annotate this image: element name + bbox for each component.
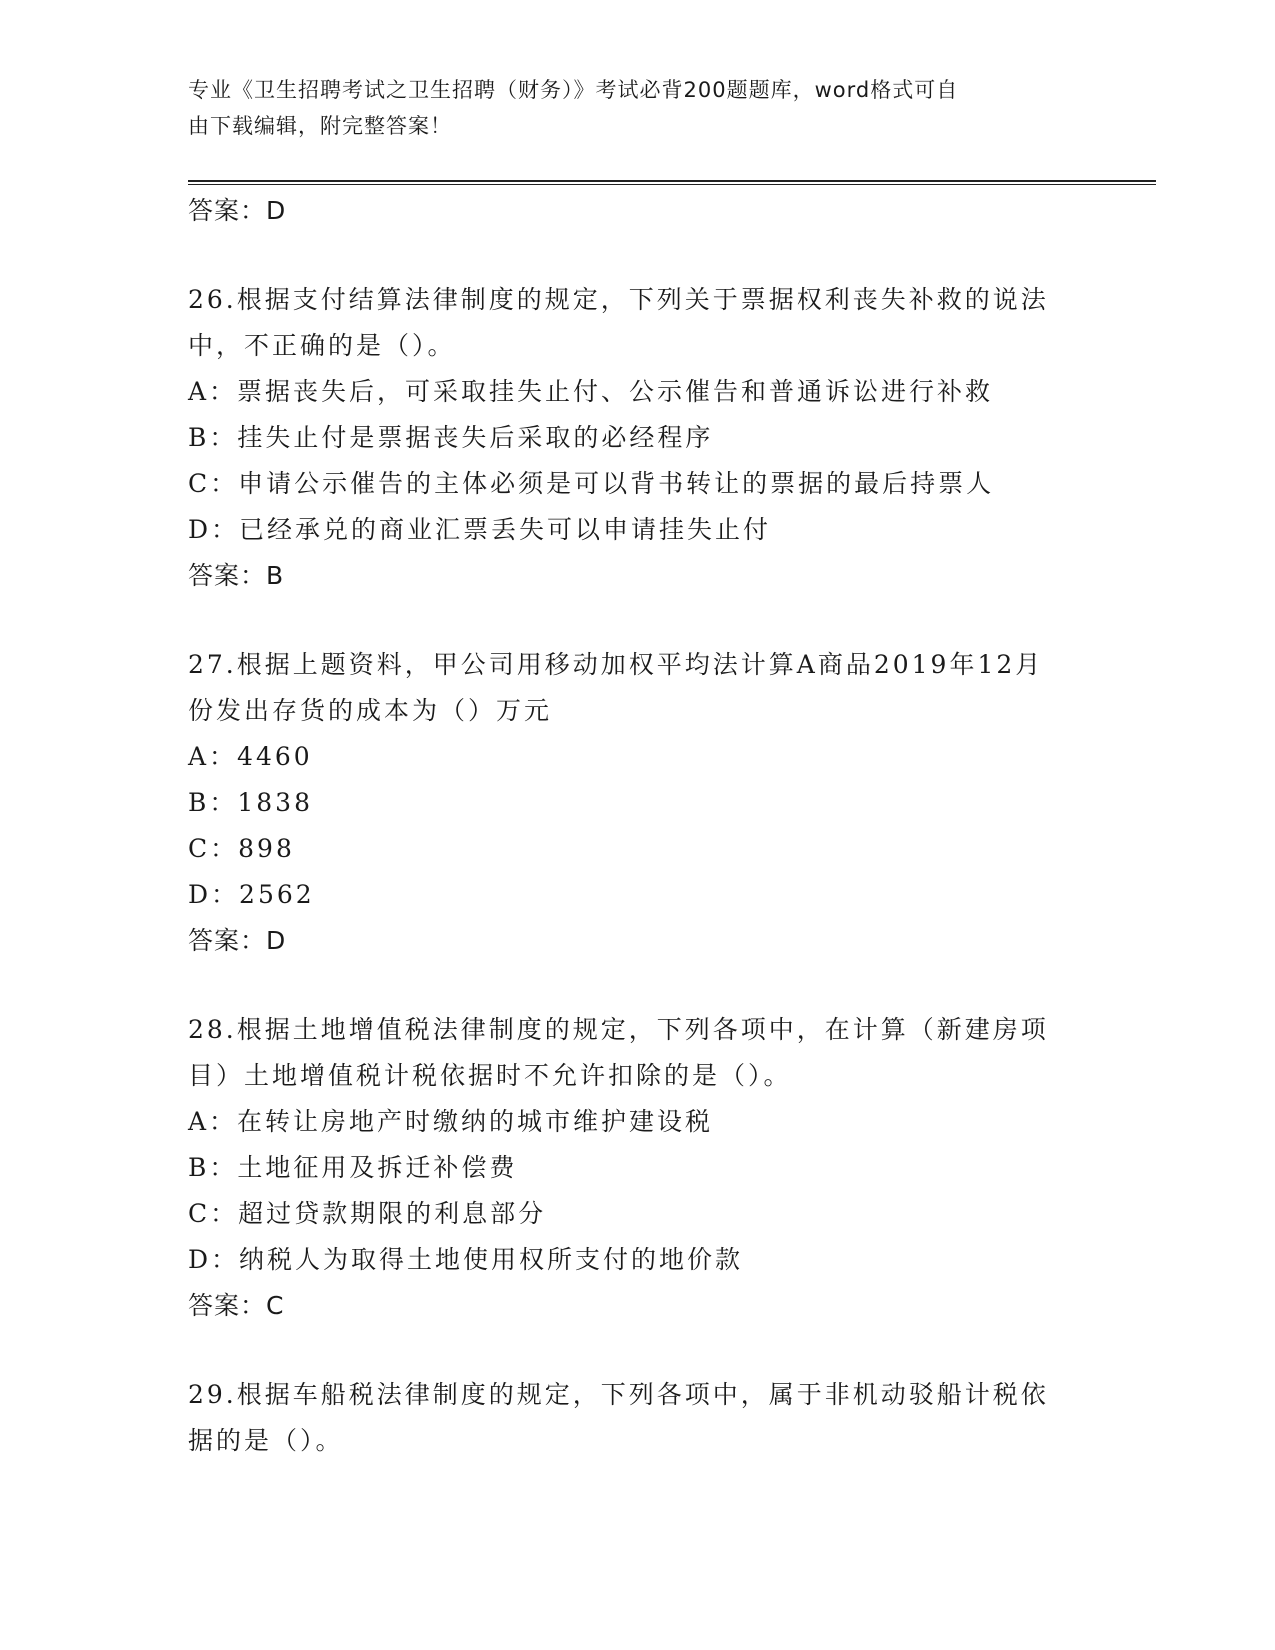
answer-line: 答案：C <box>188 1291 285 1320</box>
option-b: B：挂失止付是票据丧失后采取的必经程序 <box>188 423 714 452</box>
question-block <box>188 1372 1088 1464</box>
question-text-line: 26.根据支付结算法律制度的规定，下列关于票据权利丧失补救的说法 <box>188 285 1049 314</box>
header-divider-thin <box>188 184 1156 185</box>
option-a: A：票据丧失后，可采取挂失止付、公示催告和普通诉讼进行补救 <box>188 377 994 406</box>
header-divider-thick <box>188 180 1156 182</box>
spacer <box>188 234 1088 277</box>
header-line-2: 由下载编辑，附完整答案！ <box>188 114 452 138</box>
question-text-line: 中，不正确的是（）。 <box>188 331 456 360</box>
header-line-1: 专业《卫生招聘考试之卫生招聘（财务）》考试必背200题题库，word格式可自 <box>188 78 959 102</box>
question-text-line: 据的是（）。 <box>188 1426 344 1455</box>
question-text-line: 29.根据车船税法律制度的规定，下列各项中，属于非机动驳船计税依 <box>188 1380 1049 1409</box>
option-c: C：申请公示催告的主体必须是可以背书转让的票据的最后持票人 <box>188 469 995 498</box>
answer-line: 答案：B <box>188 561 285 590</box>
spacer <box>188 1329 1088 1372</box>
question-block <box>188 642 1088 964</box>
option-d: D：纳税人为取得土地使用权所支付的地价款 <box>188 1245 744 1274</box>
question-text-line: 目）土地增值税计税依据时不允许扣除的是（）。 <box>188 1061 792 1090</box>
question-text-line: 份发出存货的成本为（）万元 <box>188 696 553 725</box>
question-block <box>188 277 1088 599</box>
question-list <box>188 188 1088 1464</box>
question-text-line: 27.根据上题资料，甲公司用移动加权平均法计算A商品2019年12月 <box>188 650 1044 679</box>
option-a: A：在转让房地产时缴纳的城市维护建设税 <box>188 1107 714 1136</box>
spacer <box>188 599 1088 642</box>
option-a: A：4460 <box>188 742 313 771</box>
spacer <box>188 964 1088 1007</box>
answer-line: 答案：D <box>188 926 287 955</box>
answer-line: 答案：D <box>188 196 287 225</box>
option-b: B：1838 <box>188 788 313 817</box>
question-block <box>188 1007 1088 1329</box>
option-d: D：已经承兑的商业汇票丢失可以申请挂失止付 <box>188 515 772 544</box>
option-d: D：2562 <box>188 880 315 909</box>
option-c: C：898 <box>188 834 295 863</box>
document-header <box>188 72 1068 144</box>
option-b: B：土地征用及拆迁补偿费 <box>188 1153 518 1182</box>
question-text-line: 28.根据土地增值税法律制度的规定，下列各项中，在计算（新建房项 <box>188 1015 1049 1044</box>
option-c: C：超过贷款期限的利息部分 <box>188 1199 547 1228</box>
